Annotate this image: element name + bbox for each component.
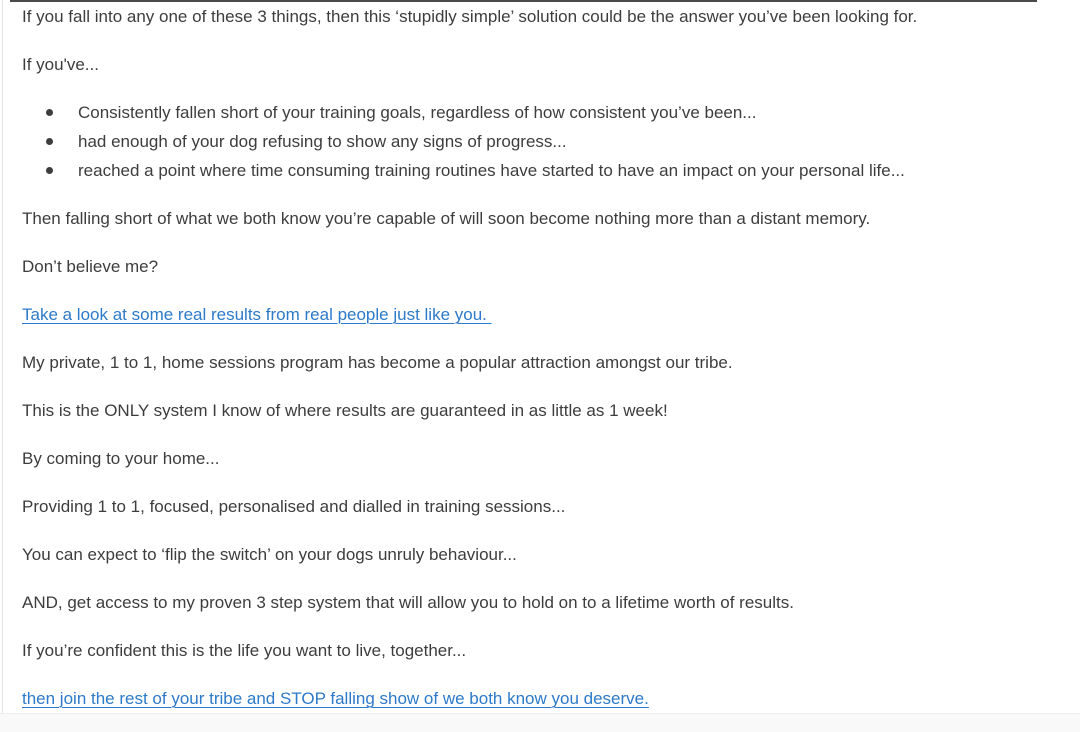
sessions-paragraph: Providing 1 to 1, focused, personalised and dialled in training sessions... [22,497,566,516]
join-tribe-link[interactable]: then join the rest of your tribe and STOP falling show of we both know you deserve. [22,689,649,708]
believe-paragraph: Don’t believe me? [22,257,159,276]
join-link-paragraph [22,684,1066,713]
list-item: had enough of your dog refusing to show any signs of progress... [22,127,1066,156]
real-results-link[interactable]: Take a look at some real results from real people just like you. [22,305,492,324]
results-link-paragraph [22,300,1066,329]
home-paragraph: By coming to your home... [22,449,220,468]
only-system-paragraph: This is the ONLY system I know of where results are guaranteed in as little as 1 week! [22,401,668,420]
flip-switch-paragraph: You can expect to ‘flip the switch’ on your dogs unruly behaviour... [22,545,517,564]
page-bottom-edge [0,713,1080,732]
private-program-paragraph: My private, 1 to 1, home sessions program has become a popular attraction amongst our tribe. [22,353,733,372]
if-youve-paragraph: If you've... [22,55,99,74]
three-step-paragraph: AND, get access to my proven 3 step system that will allow you to hold on to a lifetime worth of results. [22,593,794,612]
pain-points-list [22,98,1066,185]
list-item: reached a point where time consuming training routines have started to have an impact on your personal life... [22,156,1066,185]
promise-paragraph: Then falling short of what we both know you’re capable of will soon become nothing more than a distant memory. [22,209,871,228]
list-item: Consistently fallen short of your training goals, regardless of how consistent you’ve been... [22,98,1066,127]
intro-paragraph: If you fall into any one of these 3 things, then this ‘stupidly simple’ solution could be the answer you’ve been looking for. [22,7,918,26]
confident-paragraph: If you’re confident this is the life you want to live, together... [22,641,467,660]
